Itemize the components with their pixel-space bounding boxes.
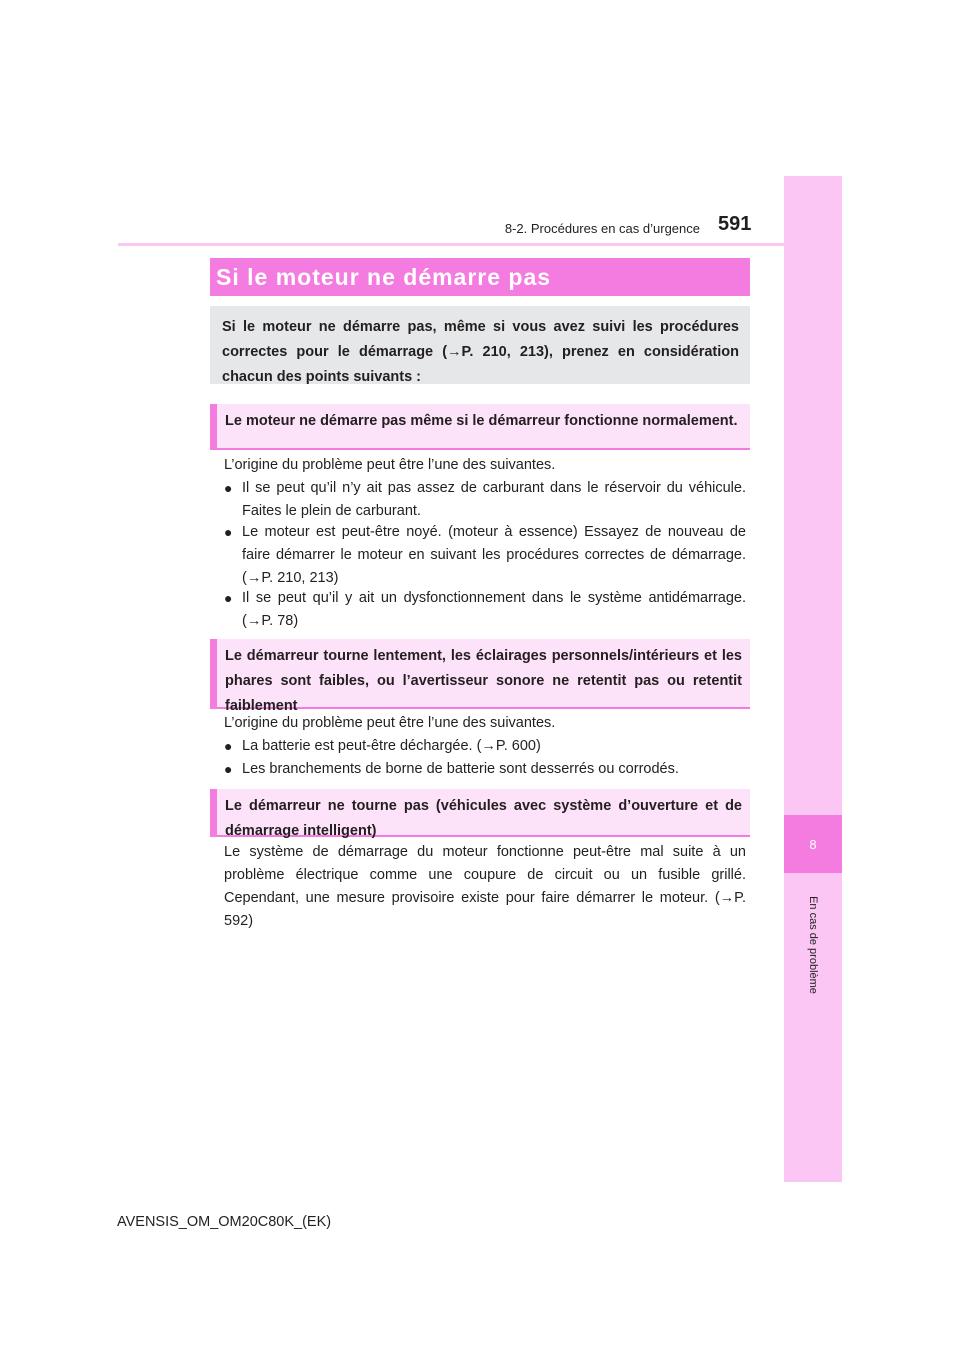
chapter-number: 8: [809, 836, 817, 852]
section-2-bullet-1: [224, 735, 746, 758]
bullet-text: La batterie est peut-être déchargée. (→P. 600): [242, 738, 541, 754]
section-2-bullet-2: [224, 758, 746, 781]
section-2-lead: L’origine du problème peut être l’une des suivantes.: [224, 715, 556, 731]
section-1-bullet-2: [224, 521, 746, 590]
bullet-icon: ●: [224, 738, 233, 754]
document-code: AVENSIS_OM_OM20C80K_(EK): [117, 1214, 332, 1230]
bullet-text: Il se peut qu’il n’y ait pas assez de carburant dans le réservoir du véhicule. Faites le plein de carburant.: [242, 480, 746, 519]
page-title: Si le moteur ne démarre pas: [210, 258, 750, 296]
section-1-bullet-3: [224, 587, 746, 633]
chapter-number-tab: [784, 815, 842, 873]
section-3-heading: Le démarreur ne tourne pas (véhicules avec système d’ouverture et de démarrage intelligent): [210, 789, 750, 837]
chapter-title-container: [806, 885, 820, 1005]
section-3-body: Le système de démarrage du moteur fonctionne peut-être mal suite à un problème électrique comme une coupure de circuit ou un fusible grillé. Cependant, une mesure provisoire existe pour faire démarrer le moteur. (→P. 592): [224, 844, 746, 929]
bullet-icon: ●: [224, 480, 233, 496]
section-2-heading: Le démarreur tourne lentement, les éclairages personnels/intérieurs et les phares sont faibles, ou l’avertisseur sonore ne retentit pas ou retentit faiblement: [210, 639, 750, 709]
bullet-text: Il se peut qu’il y ait un dysfonctionnement dans le système antidémarrage. (→P. 78): [242, 590, 746, 629]
section-1-heading: Le moteur ne démarre pas même si le démarreur fonctionne normalement.: [210, 404, 750, 450]
bullet-text: Le moteur est peut-être noyé. (moteur à essence) Essayez de nouveau de faire démarrer le moteur en suivant les procédures correctes de démarrage. (→P. 210, 213): [242, 524, 746, 586]
section-1-lead: L’origine du problème peut être l’une des suivantes.: [224, 457, 556, 473]
header-rule: [118, 243, 842, 246]
bullet-text: Les branchements de borne de batterie sont desserrés ou corrodés.: [242, 761, 679, 777]
chapter-title: En cas de problème: [807, 896, 819, 994]
section-label: 8-2. Procédures en cas d’urgence: [504, 221, 700, 236]
page-number: 591: [718, 213, 752, 235]
chapter-side-tab: [784, 176, 842, 1182]
intro-box: Si le moteur ne démarre pas, même si vous avez suivi les procédures correctes pour le démarrage (→P. 210, 213), prenez en considération chacun des points suivants :: [210, 306, 750, 384]
bullet-icon: ●: [224, 524, 233, 540]
bullet-icon: ●: [224, 590, 233, 606]
section-1-bullet-1: [224, 477, 746, 523]
bullet-icon: ●: [224, 761, 233, 777]
